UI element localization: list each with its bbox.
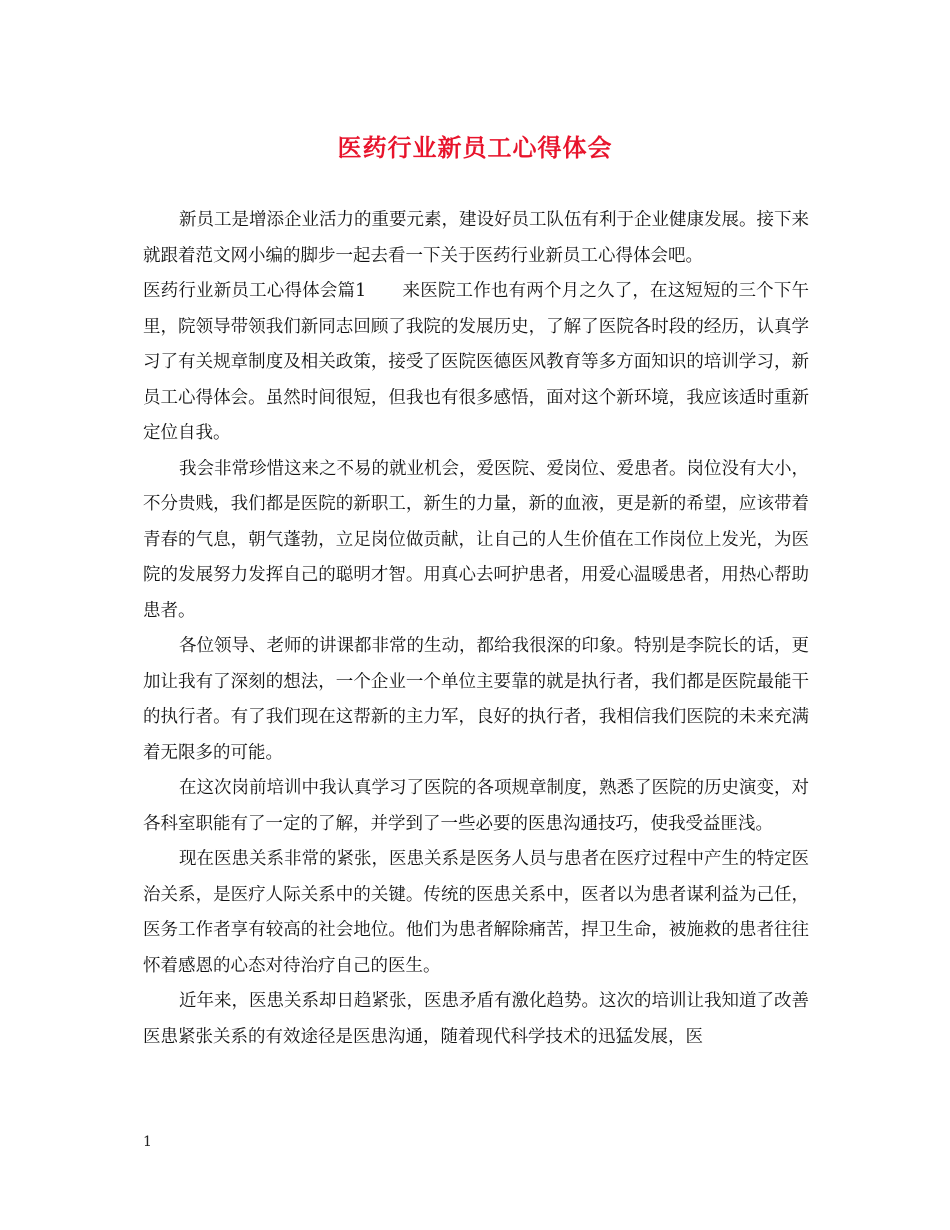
paragraph-3: 各位领导、老师的讲课都非常的生动，都给我很深的印象。特别是李院长的话，更加让我有了深刻的想法，一个企业一个单位主要靠的就是执行者，我们都是医院最能干的执行者。有了我们现在这帮新的主力军，良好的执行者，我相信我们医院的未来充满着无限多的可能。 <box>143 636 809 763</box>
document-title: 医药行业新员工心得体会 <box>337 134 613 162</box>
section-paragraph-1 <box>143 274 809 452</box>
paragraph-5: 现在医患关系非常的紧张，医患关系是医务人员与患者在医疗过程中产生的特定医治关系，是医疗人际关系中的关键。传统的医患关系中，医者以为患者谋利益为己任，医务工作者享有较高的社会地位。他们为患者解除痛苦，捍卫生命，被施救的患者往往怀着感恩的心态对待治疗自己的医生。 <box>143 849 809 976</box>
intro-paragraph: 新员工是增添企业活力的重要元素，建设好员工队伍有利于企业健康发展。接下来就跟着范文网小编的脚步一起去看一下关于医药行业新员工心得体会吧。 <box>143 210 809 266</box>
paragraph-1-text: 来医院工作也有两个月之久了，在这短短的三个下午里，院领导带领我们新同志回顾了我院的发展历史，了解了医院各时段的经历，认真学习了有关规章制度及相关政策，接受了医院医德医风教育等多方面知识的培训学习，新员工心得体会。虽然时间很短，但我也有很多感悟，面对这个新环境，我应该适时重新定位自我。 <box>143 281 810 443</box>
section-heading: 医药行业新员工心得体会篇1 <box>143 281 367 301</box>
paragraph-2: 我会非常珍惜这来之不易的就业机会，爱医院、爱岗位、爱患者。岗位没有大小，不分贵贱，我们都是医院的新职工，新生的力量，新的血液，更是新的希望，应该带着青春的气息，朝气蓬勃，立足岗位做贡献，让自己的人生价值在工作岗位上发光，为医院的发展努力发挥自己的聪明才智。用真心去呵护患者，用爱心温暖患者，用热心帮助患者。 <box>143 458 809 621</box>
paragraph-6: 近年来，医患关系却日趋紧张，医患矛盾有激化趋势。这次的培训让我知道了改善医患紧张关系的有效途径是医患沟通，随着现代科学技术的迅猛发展，医 <box>143 991 809 1047</box>
document-body <box>143 203 809 1055</box>
paragraph-4: 在这次岗前培训中我认真学习了医院的各项规章制度，熟悉了医院的历史演变，对各科室职能有了一定的了解，并学到了一些必要的医患沟通技巧，使我受益匪浅。 <box>143 778 809 834</box>
page-number: 1 <box>143 1134 152 1150</box>
